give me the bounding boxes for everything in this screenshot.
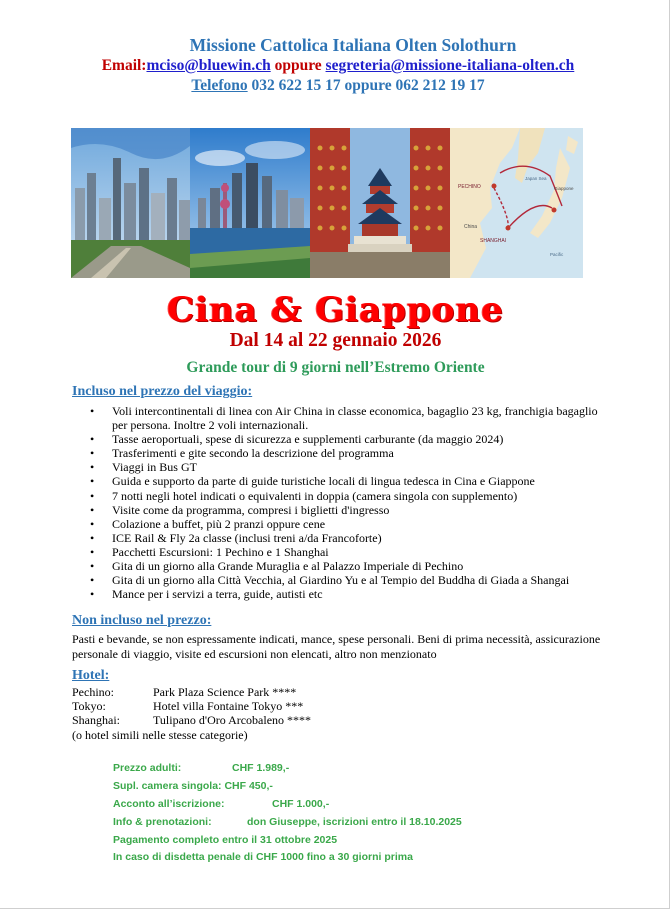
payment-row: Pagamento completo entro il 31 ottobre 2025 bbox=[113, 833, 338, 846]
list-item: • 7 notti negli hotel indicati o equivalenti in doppia (camera singola con supplemento) bbox=[72, 489, 612, 503]
email-oppure: oppure bbox=[274, 57, 322, 74]
list-item: • Pacchetti Escursioni: 1 Pechino e 1 Shanghai bbox=[72, 545, 612, 559]
trip-dates: Dal 14 al 22 gennaio 2026 bbox=[229, 330, 442, 351]
price-block bbox=[113, 760, 462, 867]
email-label: Email: bbox=[101, 57, 147, 74]
hotel-heading: Hotel: bbox=[72, 668, 110, 683]
price-deposit-row bbox=[113, 796, 413, 814]
trip-subtitle: Grande tour di 9 giorni nell’Estremo Oriente bbox=[186, 359, 485, 376]
photo-banner bbox=[71, 128, 583, 278]
list-item: • Voli intercontinentali di linea con Air China in classe economica, bagaglio 23 kg, franchigia bagaglio per persona. Inoltre 2 voli internazionali. bbox=[72, 404, 612, 432]
temple-of-heaven-photo bbox=[310, 128, 450, 278]
list-item: • ICE Rail & Fly 2a classe (inclusi treni a/da Francoforte) bbox=[72, 531, 612, 545]
hotel-name: Tulipano d'Oro Arcobaleno **** bbox=[153, 713, 312, 728]
info-value: don Giuseppe, iscrizioni entro il 18.10.2025 bbox=[247, 815, 462, 828]
price-deposit-value: CHF 1.000,- bbox=[272, 797, 330, 810]
email-link-mciso[interactable]: mciso@bluewin.ch bbox=[146, 57, 271, 74]
cancellation-row: In caso di disdetta penale di CHF 1000 fino a 30 giorni prima bbox=[113, 851, 413, 864]
map-label-shanghai: SHANGHAI bbox=[480, 238, 507, 244]
included-heading: Incluso nel prezzo del viaggio: bbox=[72, 384, 253, 399]
included-list bbox=[72, 404, 612, 601]
hotel-list bbox=[72, 685, 311, 742]
price-single-label: Supl. camera singola: bbox=[113, 779, 222, 792]
hotel-name: Park Plaza Science Park **** bbox=[153, 685, 297, 699]
map-label-pacific: Pacific bbox=[550, 252, 564, 257]
not-included-heading: Non incluso nel prezzo: bbox=[72, 613, 212, 628]
price-single-value: CHF 450,- bbox=[224, 779, 273, 792]
city-skyline-photo bbox=[71, 128, 190, 278]
list-item: • Guida e supporto da parte di guide turistiche locali di lingua tedesca in Cina e Giappone bbox=[72, 474, 612, 488]
route-map bbox=[450, 128, 583, 278]
price-adult-row bbox=[113, 760, 413, 778]
price-adult-label: Prezzo adulti: bbox=[113, 762, 182, 774]
list-item: • Viaggi in Bus GT bbox=[72, 460, 612, 474]
phone-label: Telefono bbox=[191, 77, 248, 94]
email-line bbox=[0, 57, 671, 75]
hotel-city: Shanghai: bbox=[72, 713, 120, 728]
hotel-row bbox=[72, 685, 311, 699]
phone-numbers: 032 622 15 17 oppure 062 212 19 17 bbox=[251, 77, 485, 94]
list-item: • Gita di un giorno alla Grande Muraglia e al Palazzo Imperiale di Pechino bbox=[72, 559, 612, 573]
hotel-note: (o hotel simili nelle stesse categorie) bbox=[72, 727, 248, 742]
list-item: • Trasferimenti e gite secondo la descrizione del programma bbox=[72, 446, 612, 460]
info-row bbox=[113, 814, 462, 832]
map-label-china: China bbox=[464, 224, 478, 230]
hotel-name: Hotel villa Fontaine Tokyo *** bbox=[153, 699, 304, 714]
not-included-text: Pasti e bevande, se non espressamente indicati, mance, spese personali. Beni di prima necessità, assicurazione personale di viaggio, visite ed escursioni non elencati, altro non menzionato bbox=[72, 632, 601, 661]
info-label: Info & prenotazioni: bbox=[113, 815, 212, 828]
hotel-row bbox=[72, 699, 311, 713]
main-title: Cina & Giappone bbox=[167, 290, 504, 330]
price-deposit-label: Acconto all’iscrizione: bbox=[113, 797, 225, 810]
map-label-japan-sea: Japan Sea bbox=[525, 176, 547, 181]
list-item: • Tasse aeroportuali, spese di sicurezza e supplementi carburante (da maggio 2024) bbox=[72, 432, 612, 446]
map-label-giappone: Giappone bbox=[554, 186, 574, 191]
hotel-row bbox=[72, 713, 311, 727]
shanghai-skyline-photo bbox=[190, 128, 310, 278]
price-adult-value: CHF 1.989,- bbox=[232, 762, 290, 774]
list-item: • Visite come da programma, compresi i biglietti d'ingresso bbox=[72, 503, 612, 517]
hotel-city: Pechino: bbox=[72, 685, 114, 699]
organization-name: Missione Cattolica Italiana Olten Solothurn bbox=[189, 35, 517, 55]
phone-line bbox=[0, 77, 671, 95]
price-single-row bbox=[113, 778, 413, 796]
map-label-pechino: PECHINO bbox=[458, 184, 481, 190]
list-item: • Mance per i servizi a terra, guide, autisti etc bbox=[72, 587, 612, 601]
list-item: • Gita di un giorno alla Città Vecchia, al Giardino Yu e al Tempio del Buddha di Giada a Shangai bbox=[72, 573, 612, 587]
list-item: • Colazione a buffet, più 2 pranzi oppure cene bbox=[72, 517, 612, 531]
email-link-segreteria[interactable]: segreteria@missione-italiana-olten.ch bbox=[325, 57, 575, 74]
hotel-city: Tokyo: bbox=[72, 699, 106, 714]
